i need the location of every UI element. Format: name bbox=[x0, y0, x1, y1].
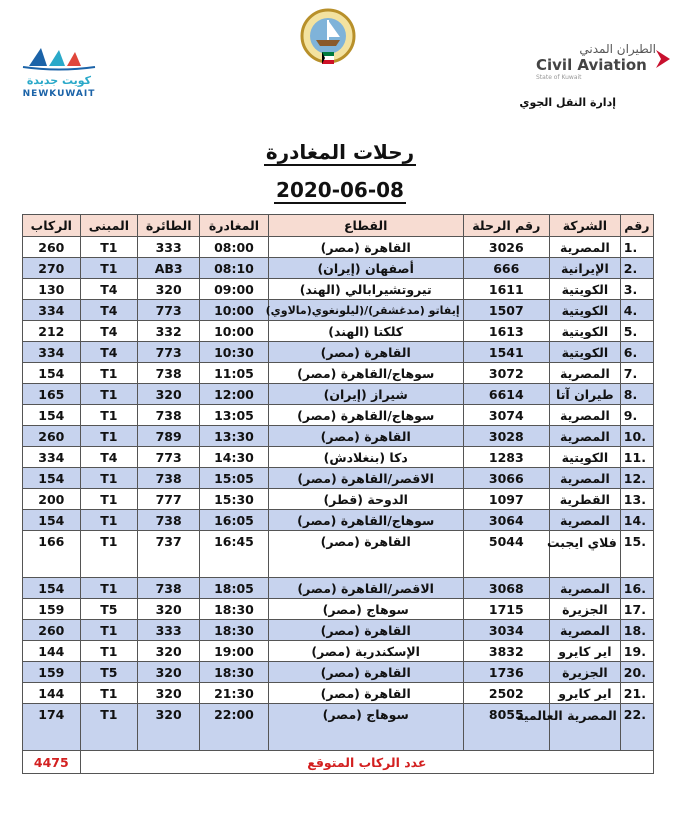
emblem-icon bbox=[296, 6, 360, 70]
cell-passengers: 212 bbox=[23, 321, 81, 342]
table-row bbox=[23, 363, 654, 384]
table-row bbox=[23, 279, 654, 300]
cell-terminal: T1 bbox=[80, 237, 138, 258]
cell-company: المصرية bbox=[549, 426, 620, 447]
cell-passengers: 334 bbox=[23, 342, 81, 363]
report-date bbox=[0, 178, 680, 202]
new-kuwait-arabic: كويت جديدة bbox=[26, 74, 92, 87]
cell-departure: 08:10 bbox=[200, 258, 269, 279]
cell-num: 14. bbox=[620, 510, 653, 531]
cell-num: 5. bbox=[620, 321, 653, 342]
cell-route: الاقصر/القاهرة (مصر) bbox=[268, 578, 463, 599]
cell-passengers: 334 bbox=[23, 300, 81, 321]
header-passengers: الركاب bbox=[23, 215, 81, 237]
cell-aircraft: 333 bbox=[138, 620, 200, 641]
cell-departure: 21:30 bbox=[200, 683, 269, 704]
cell-company: الكويتية bbox=[549, 300, 620, 321]
cell-route: القاهرة (مصر) bbox=[268, 683, 463, 704]
cell-num: 13. bbox=[620, 489, 653, 510]
cell-departure: 16:45 bbox=[200, 531, 269, 578]
total-label: عدد الركاب المتوقع bbox=[80, 751, 653, 774]
header-num: رقم bbox=[620, 215, 653, 237]
cell-flight: 3072 bbox=[463, 363, 549, 384]
cell-flight: 6614 bbox=[463, 384, 549, 405]
cell-departure: 10:30 bbox=[200, 342, 269, 363]
cell-num: 4. bbox=[620, 300, 653, 321]
cell-flight: 3026 bbox=[463, 237, 549, 258]
cell-terminal: T5 bbox=[80, 662, 138, 683]
cell-route: القاهرة (مصر) bbox=[268, 342, 463, 363]
cell-company: اير كايرو bbox=[549, 641, 620, 662]
table-row bbox=[23, 384, 654, 405]
cell-departure: 18:30 bbox=[200, 662, 269, 683]
table-row bbox=[23, 641, 654, 662]
cell-flight: 3832 bbox=[463, 641, 549, 662]
table-row bbox=[23, 321, 654, 342]
cell-passengers: 159 bbox=[23, 599, 81, 620]
cell-aircraft: 773 bbox=[138, 342, 200, 363]
table-row bbox=[23, 662, 654, 683]
civil-aviation-logo bbox=[536, 42, 656, 81]
cell-aircraft: 738 bbox=[138, 510, 200, 531]
cell-route: القاهرة (مصر) bbox=[268, 426, 463, 447]
cell-num: 9. bbox=[620, 405, 653, 426]
cell-aircraft: 773 bbox=[138, 300, 200, 321]
cell-num: 12. bbox=[620, 468, 653, 489]
cell-passengers: 165 bbox=[23, 384, 81, 405]
cell-flight: 666 bbox=[463, 258, 549, 279]
cell-passengers: 166 bbox=[23, 531, 81, 578]
cell-company: الكويتية bbox=[549, 447, 620, 468]
cell-num: 8. bbox=[620, 384, 653, 405]
cell-aircraft: 320 bbox=[138, 384, 200, 405]
cell-passengers: 144 bbox=[23, 641, 81, 662]
cell-aircraft: 737 bbox=[138, 531, 200, 578]
cell-departure: 18:30 bbox=[200, 620, 269, 641]
cell-num: 1. bbox=[620, 237, 653, 258]
cell-route: القاهرة (مصر) bbox=[268, 620, 463, 641]
cell-terminal: T1 bbox=[80, 405, 138, 426]
cell-aircraft: 333 bbox=[138, 237, 200, 258]
cell-flight: 1541 bbox=[463, 342, 549, 363]
cell-route: سوهاج (مصر) bbox=[268, 599, 463, 620]
cell-aircraft: 789 bbox=[138, 426, 200, 447]
cell-num: 21. bbox=[620, 683, 653, 704]
table-row bbox=[23, 405, 654, 426]
table-row bbox=[23, 683, 654, 704]
page-title-text: رحلات المغادرة bbox=[265, 140, 415, 164]
cell-num: 20. bbox=[620, 662, 653, 683]
cell-company: اير كايرو bbox=[549, 683, 620, 704]
cell-aircraft: 332 bbox=[138, 321, 200, 342]
cell-departure: 10:00 bbox=[200, 321, 269, 342]
cell-departure: 09:00 bbox=[200, 279, 269, 300]
cell-flight: 1613 bbox=[463, 321, 549, 342]
new-kuwait-english: NEWKUWAIT bbox=[22, 89, 96, 99]
cell-num: 17. bbox=[620, 599, 653, 620]
cell-company: المصرية bbox=[549, 405, 620, 426]
cell-terminal: T4 bbox=[80, 342, 138, 363]
cell-terminal: T1 bbox=[80, 258, 138, 279]
cell-departure: 16:05 bbox=[200, 510, 269, 531]
cell-company: المصرية العالمية bbox=[549, 704, 620, 751]
table-row bbox=[23, 489, 654, 510]
cell-company: فلاي ايجبت bbox=[549, 531, 620, 578]
cell-passengers: 270 bbox=[23, 258, 81, 279]
cell-passengers: 334 bbox=[23, 447, 81, 468]
cell-terminal: T1 bbox=[80, 578, 138, 599]
cell-num: 11. bbox=[620, 447, 653, 468]
cell-terminal: T1 bbox=[80, 384, 138, 405]
cell-company: المصرية bbox=[549, 237, 620, 258]
cell-departure: 15:30 bbox=[200, 489, 269, 510]
cell-terminal: T5 bbox=[80, 599, 138, 620]
cell-company: طيران آتا bbox=[549, 384, 620, 405]
cell-flight: 8055 bbox=[463, 704, 549, 751]
cell-route: إيفاتو (مدغشقر)/(ليلونغوي(مالاوي) bbox=[268, 300, 463, 321]
cell-passengers: 159 bbox=[23, 662, 81, 683]
cell-num: 2. bbox=[620, 258, 653, 279]
cell-flight: 1507 bbox=[463, 300, 549, 321]
cell-departure: 14:30 bbox=[200, 447, 269, 468]
cell-num: 10. bbox=[620, 426, 653, 447]
table-row bbox=[23, 342, 654, 363]
cell-flight: 1283 bbox=[463, 447, 549, 468]
cell-aircraft: 320 bbox=[138, 641, 200, 662]
cell-route: كلكتا (الهند) bbox=[268, 321, 463, 342]
table-row bbox=[23, 620, 654, 641]
header-aircraft: الطائرة bbox=[138, 215, 200, 237]
cell-flight: 3066 bbox=[463, 468, 549, 489]
cell-terminal: T1 bbox=[80, 489, 138, 510]
cell-aircraft: 738 bbox=[138, 578, 200, 599]
cell-aircraft: 320 bbox=[138, 279, 200, 300]
cell-aircraft: AB3 bbox=[138, 258, 200, 279]
header-departure: المغادرة bbox=[200, 215, 269, 237]
cell-aircraft: 320 bbox=[138, 683, 200, 704]
cell-departure: 11:05 bbox=[200, 363, 269, 384]
cell-flight: 3034 bbox=[463, 620, 549, 641]
cell-company: الكويتية bbox=[549, 342, 620, 363]
header-company: الشركة bbox=[549, 215, 620, 237]
cell-terminal: T4 bbox=[80, 321, 138, 342]
cell-passengers: 144 bbox=[23, 683, 81, 704]
cell-aircraft: 738 bbox=[138, 363, 200, 384]
cell-departure: 18:05 bbox=[200, 578, 269, 599]
table-header-row bbox=[23, 215, 654, 237]
cell-route: القاهرة (مصر) bbox=[268, 531, 463, 578]
table-row bbox=[23, 531, 654, 578]
table-row bbox=[23, 447, 654, 468]
cell-company: الكويتية bbox=[549, 279, 620, 300]
cell-flight: 1097 bbox=[463, 489, 549, 510]
table-row bbox=[23, 258, 654, 279]
cell-company: المصرية bbox=[549, 510, 620, 531]
cell-terminal: T1 bbox=[80, 704, 138, 751]
cell-passengers: 200 bbox=[23, 489, 81, 510]
cell-departure: 13:30 bbox=[200, 426, 269, 447]
cell-terminal: T4 bbox=[80, 279, 138, 300]
civil-aviation-arabic: الطيران المدني bbox=[579, 42, 656, 56]
cell-company: الكويتية bbox=[549, 321, 620, 342]
cell-route: القاهرة (مصر) bbox=[268, 662, 463, 683]
page-title bbox=[0, 140, 680, 164]
cell-route: الإسكندرية (مصر) bbox=[268, 641, 463, 662]
table-row bbox=[23, 468, 654, 489]
cell-departure: 18:30 bbox=[200, 599, 269, 620]
cell-terminal: T1 bbox=[80, 620, 138, 641]
cell-company: الجزيرة bbox=[549, 599, 620, 620]
cell-passengers: 154 bbox=[23, 363, 81, 384]
table-row bbox=[23, 426, 654, 447]
civil-aviation-subtitle: State of Kuwait bbox=[536, 74, 582, 81]
cell-aircraft: 777 bbox=[138, 489, 200, 510]
table-row bbox=[23, 510, 654, 531]
cell-flight: 1715 bbox=[463, 599, 549, 620]
cell-terminal: T1 bbox=[80, 363, 138, 384]
civil-aviation-mark-icon bbox=[654, 48, 672, 70]
cell-departure: 19:00 bbox=[200, 641, 269, 662]
cell-passengers: 174 bbox=[23, 704, 81, 751]
cell-num: 22. bbox=[620, 704, 653, 751]
kuwait-emblem bbox=[296, 6, 360, 70]
total-passengers: 4475 bbox=[23, 751, 81, 774]
cell-terminal: T1 bbox=[80, 510, 138, 531]
cell-departure: 15:05 bbox=[200, 468, 269, 489]
cell-route: أصفهان (إيران) bbox=[268, 258, 463, 279]
cell-num: 19. bbox=[620, 641, 653, 662]
table-row bbox=[23, 704, 654, 751]
cell-route: القاهرة (مصر) bbox=[268, 237, 463, 258]
cell-company: الجزيرة bbox=[549, 662, 620, 683]
cell-num: 18. bbox=[620, 620, 653, 641]
cell-route: دكا (بنغلادش) bbox=[268, 447, 463, 468]
table-row bbox=[23, 237, 654, 258]
cell-flight: 3074 bbox=[463, 405, 549, 426]
cell-terminal: T1 bbox=[80, 426, 138, 447]
cell-route: سوهاج/القاهرة (مصر) bbox=[268, 510, 463, 531]
cell-flight: 3028 bbox=[463, 426, 549, 447]
cell-terminal: T1 bbox=[80, 641, 138, 662]
table-row bbox=[23, 300, 654, 321]
cell-num: 7. bbox=[620, 363, 653, 384]
cell-route: سوهاج (مصر) bbox=[268, 704, 463, 751]
page-header bbox=[0, 0, 680, 120]
cell-flight: 3068 bbox=[463, 578, 549, 599]
cell-flight: 2502 bbox=[463, 683, 549, 704]
cell-terminal: T1 bbox=[80, 468, 138, 489]
header-flight: رقم الرحلة bbox=[463, 215, 549, 237]
cell-num: 6. bbox=[620, 342, 653, 363]
cell-flight: 1611 bbox=[463, 279, 549, 300]
cell-terminal: T1 bbox=[80, 683, 138, 704]
cell-company: المصرية bbox=[549, 620, 620, 641]
cell-passengers: 154 bbox=[23, 510, 81, 531]
cell-aircraft: 320 bbox=[138, 599, 200, 620]
cell-num: 3. bbox=[620, 279, 653, 300]
cell-terminal: T4 bbox=[80, 447, 138, 468]
cell-flight: 5044 bbox=[463, 531, 549, 578]
cell-aircraft: 738 bbox=[138, 468, 200, 489]
sail-icon bbox=[19, 44, 99, 70]
cell-departure: 13:05 bbox=[200, 405, 269, 426]
header-terminal: المبنى bbox=[80, 215, 138, 237]
cell-passengers: 154 bbox=[23, 405, 81, 426]
cell-route: شيراز (إيران) bbox=[268, 384, 463, 405]
cell-passengers: 130 bbox=[23, 279, 81, 300]
cell-company: المصرية bbox=[549, 578, 620, 599]
cell-company: المصرية bbox=[549, 468, 620, 489]
cell-flight: 1736 bbox=[463, 662, 549, 683]
cell-departure: 22:00 bbox=[200, 704, 269, 751]
cell-aircraft: 773 bbox=[138, 447, 200, 468]
cell-passengers: 260 bbox=[23, 620, 81, 641]
cell-passengers: 260 bbox=[23, 426, 81, 447]
cell-departure: 12:00 bbox=[200, 384, 269, 405]
cell-departure: 10:00 bbox=[200, 300, 269, 321]
cell-passengers: 154 bbox=[23, 468, 81, 489]
table-row bbox=[23, 599, 654, 620]
department-name: إدارة النقل الجوي bbox=[519, 96, 616, 109]
total-row bbox=[23, 751, 654, 774]
cell-aircraft: 738 bbox=[138, 405, 200, 426]
cell-route: الدوحة (قطر) bbox=[268, 489, 463, 510]
new-kuwait-logo bbox=[14, 44, 104, 99]
cell-company: الإيرانية bbox=[549, 258, 620, 279]
cell-num: 15. bbox=[620, 531, 653, 578]
cell-company: القطرية bbox=[549, 489, 620, 510]
cell-num: 16. bbox=[620, 578, 653, 599]
cell-company: المصرية bbox=[549, 363, 620, 384]
cell-route: تيروتشيرابالي (الهند) bbox=[268, 279, 463, 300]
header-route: القطاع bbox=[268, 215, 463, 237]
report-date-text: 2020-06-08 bbox=[276, 178, 404, 202]
cell-route: سوهاج/القاهرة (مصر) bbox=[268, 405, 463, 426]
cell-route: سوهاج/القاهرة (مصر) bbox=[268, 363, 463, 384]
cell-aircraft: 320 bbox=[138, 662, 200, 683]
table-row bbox=[23, 578, 654, 599]
cell-aircraft: 320 bbox=[138, 704, 200, 751]
cell-terminal: T4 bbox=[80, 300, 138, 321]
cell-flight: 3064 bbox=[463, 510, 549, 531]
cell-passengers: 154 bbox=[23, 578, 81, 599]
cell-passengers: 260 bbox=[23, 237, 81, 258]
departures-table bbox=[22, 214, 654, 774]
cell-departure: 08:00 bbox=[200, 237, 269, 258]
civil-aviation-english: Civil Aviation bbox=[536, 56, 647, 74]
cell-route: الاقصر/القاهرة (مصر) bbox=[268, 468, 463, 489]
cell-terminal: T1 bbox=[80, 531, 138, 578]
